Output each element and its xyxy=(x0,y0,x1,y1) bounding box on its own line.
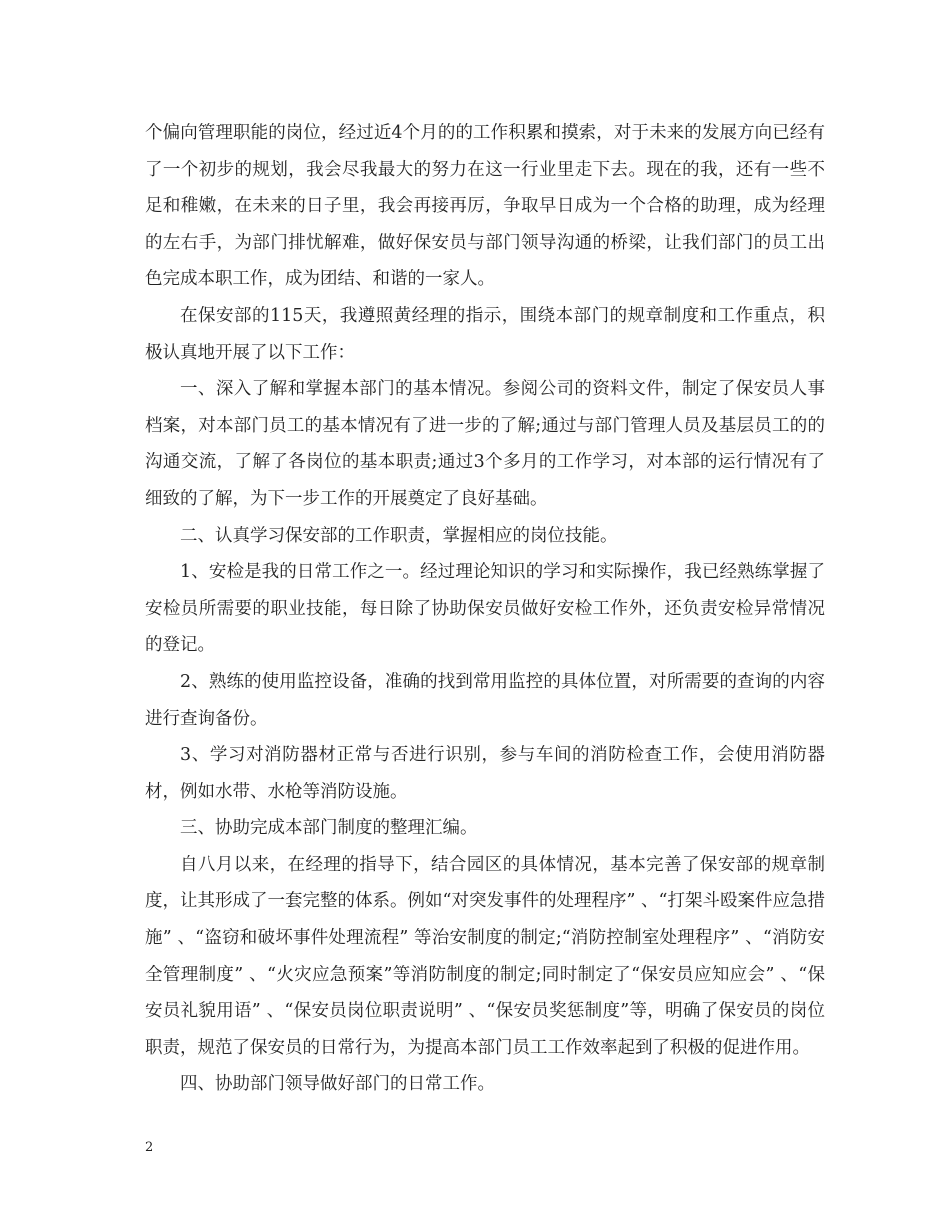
page-number: 2 xyxy=(145,1140,154,1155)
paragraph-2: 在保安部的115天，我遵照黄经理的指示，围绕本部门的规章制度和工作重点，积极认真地开展了以下工作： xyxy=(145,305,825,363)
document-body xyxy=(145,115,825,1103)
paragraph-9: 自八月以来，在经理的指导下，结合园区的具体情况，基本完善了保安部的规章制度，让其形成了一套完整的体系。例如“对突发事件的处理程序” 、“打架斗殴案件应急措施” 、“盗窃和破坏事件处理流程” 等治安制度的制定;“消防控制室处理程序” 、“消防安全管理制度” 、“火灾应急预案”等消防制度的制定;同时制定了“保安员应知应会” 、“保安员礼貌用语” 、“保安员岗位职责说明” 、“保安员奖惩制度”等，明确了保安员的岗位职责，规范了保安员的日常行为，为提高本部门员工工作效率起到了积极的促进作用。 xyxy=(145,854,825,1058)
paragraph-5: 1、安检是我的日常工作之一。经过理论知识的学习和实际操作，我已经熟练掌握了安检员所需要的职业技能，每日除了协助保安员做好安检工作外，还负责安检异常情况的登记。 xyxy=(145,562,825,656)
paragraph-4: 二、认真学习保安部的工作职责，掌握相应的岗位技能。 xyxy=(180,525,618,546)
paragraph-8: 三、协助完成本部门制度的整理汇编。 xyxy=(180,818,478,839)
paragraph-7: 3、学习对消防器材正常与否进行识别，参与车间的消防检查工作，会使用消防器材，例如水带、水枪等消防设施。 xyxy=(145,745,825,802)
paragraph-6: 2、熟练的使用监控设备，准确的找到常用监控的具体位置，对所需要的查询的内容进行查询备份。 xyxy=(145,671,825,729)
paragraph-10: 四、协助部门领导做好部门的日常工作。 xyxy=(180,1074,495,1095)
paragraph-1: 个偏向管理职能的岗位，经过近4个月的的工作积累和摸索，对于未来的发展方向已经有了一个初步的规划，我会尽我最大的努力在这一行业里走下去。现在的我，还有一些不足和稚嫩，在未来的日子里，我会再接再厉，争取早日成为一个合格的助理，成为经理的左右手，为部门排忧解难，做好保安员与部门领导沟通的桥梁，让我们部门的员工出色完成本职工作，成为团结、和谐的一家人。 xyxy=(145,123,825,290)
paragraph-3: 一、深入了解和掌握本部门的基本情况。参阅公司的资料文件，制定了保安员人事档案，对本部门员工的基本情况有了进一步的了解;通过与部门管理人员及基层员工的的沟通交流，了解了各岗位的基本职责;通过3个多月的工作学习，对本部的运行情况有了细致的了解，为下一步工作的开展奠定了良好基础。 xyxy=(145,379,825,509)
